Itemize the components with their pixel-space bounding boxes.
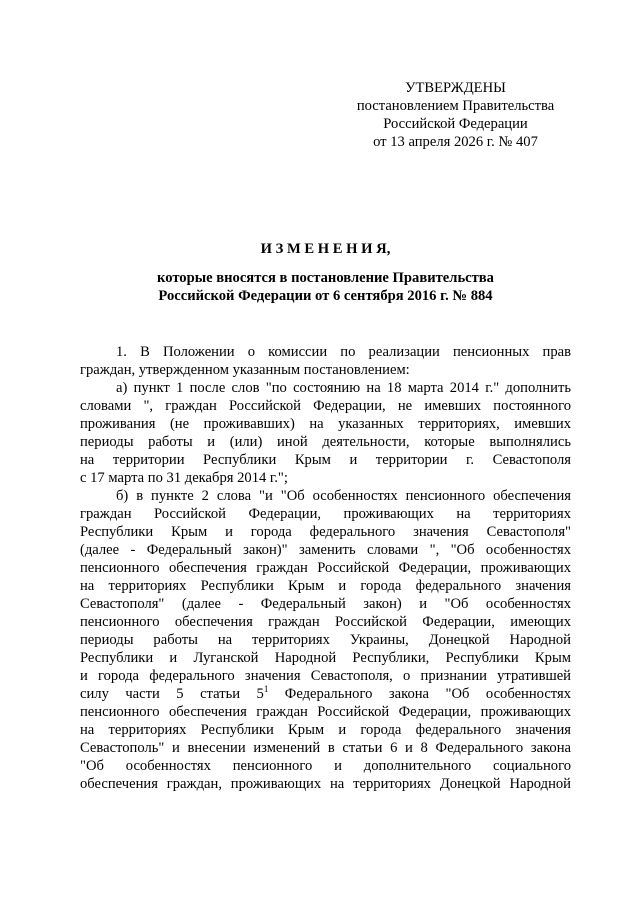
subparagraph-b-line-6: на территориях Республики Крым и города федерального значения bbox=[80, 578, 571, 594]
approval-heading: УТВЕРЖДЕНЫ bbox=[405, 80, 506, 96]
subparagraph-b-line-11: и города федерального значения Севастополя, о признании утратившей bbox=[80, 668, 571, 684]
subparagraph-b-line-12 bbox=[80, 685, 571, 703]
paragraph-1-line-2: граждан, утвержденном указанным постановлением: bbox=[80, 362, 410, 378]
subparagraph-b-line-10: Республики и Луганской Народной Республики, Республики Крым bbox=[80, 650, 571, 666]
document-subtitle-1: которые вносятся в постановление Правительства bbox=[157, 270, 494, 286]
approval-line-2: Российской Федерации bbox=[383, 116, 528, 132]
subparagraph-a-line-2: словами ", граждан Российской Федерации, не имевших постоянного bbox=[80, 398, 571, 414]
subparagraph-a-line-3: проживания (не проживавших) на указанных территориях, имевших bbox=[80, 416, 571, 432]
subparagraph-b-line-14: на территориях Республики Крым и города федерального значения bbox=[80, 722, 571, 738]
subparagraph-b-line-16: "Об особенностях пенсионного и дополнительного социального bbox=[80, 758, 571, 774]
subparagraph-a-line-1: а) пункт 1 после слов "по состоянию на 18 марта 2014 г." дополнить bbox=[116, 380, 571, 396]
paragraph-1-line-1: 1. В Положении о комиссии по реализации пенсионных прав bbox=[116, 344, 571, 360]
approval-line-1: постановлением Правительства bbox=[356, 98, 555, 114]
subparagraph-a-line-6: с 17 марта по 31 декабря 2014 г."; bbox=[80, 470, 288, 486]
subparagraph-b-line-2: граждан Российской Федерации, проживающих на территориях bbox=[80, 506, 571, 522]
document-title: И З М Е Н Е Н И Я, bbox=[260, 241, 391, 257]
subparagraph-a-line-5: на территории Республики Крым и территории г. Севастополя bbox=[80, 452, 571, 468]
subparagraph-b-line-8: пенсионного обеспечения граждан Российской Федерации, имеющих bbox=[80, 614, 571, 630]
document-subtitle-2: Российской Федерации от 6 сентября 2016 г. № 884 bbox=[158, 288, 493, 304]
subparagraph-b-line-4: (далее - Федеральный закон)" заменить словами ", "Об особенностях bbox=[80, 542, 571, 558]
subparagraph-b-line-17: обеспечения граждан, проживающих на территориях Донецкой Народной bbox=[80, 776, 571, 792]
subparagraph-b-line-13: пенсионного обеспечения граждан Российской Федерации, проживающих bbox=[80, 704, 571, 720]
subparagraph-b-line-1: б) в пункте 2 слова "и "Об особенностях пенсионного обеспечения bbox=[116, 488, 571, 504]
subparagraph-b-line-3: Республики Крым и города федерального значения Севастополя" bbox=[80, 524, 571, 540]
subparagraph-a-line-4: периоды работы и (или) иной деятельности, которые выполнялись bbox=[80, 434, 571, 450]
subparagraph-b-line-7: Севастополя" (далее - Федеральный закон) и "Об особенностях bbox=[80, 596, 571, 612]
subparagraph-b-line-5: пенсионного обеспечения граждан Российской Федерации, проживающих bbox=[80, 560, 571, 576]
subparagraph-b-line-9: периоды работы на территориях Украины, Донецкой Народной bbox=[80, 632, 571, 648]
superscript-1: 1 bbox=[263, 684, 269, 694]
line-12-part-a: силу части 5 статьи 5 bbox=[80, 686, 264, 702]
subparagraph-b-line-15: Севастополь" и внесении изменений в статьи 6 и 8 Федерального закона bbox=[80, 740, 571, 756]
approval-line-3: от 13 апреля 2026 г. № 407 bbox=[373, 134, 538, 150]
line-12-part-b: Федерального закона "Об особенностях bbox=[268, 686, 572, 702]
